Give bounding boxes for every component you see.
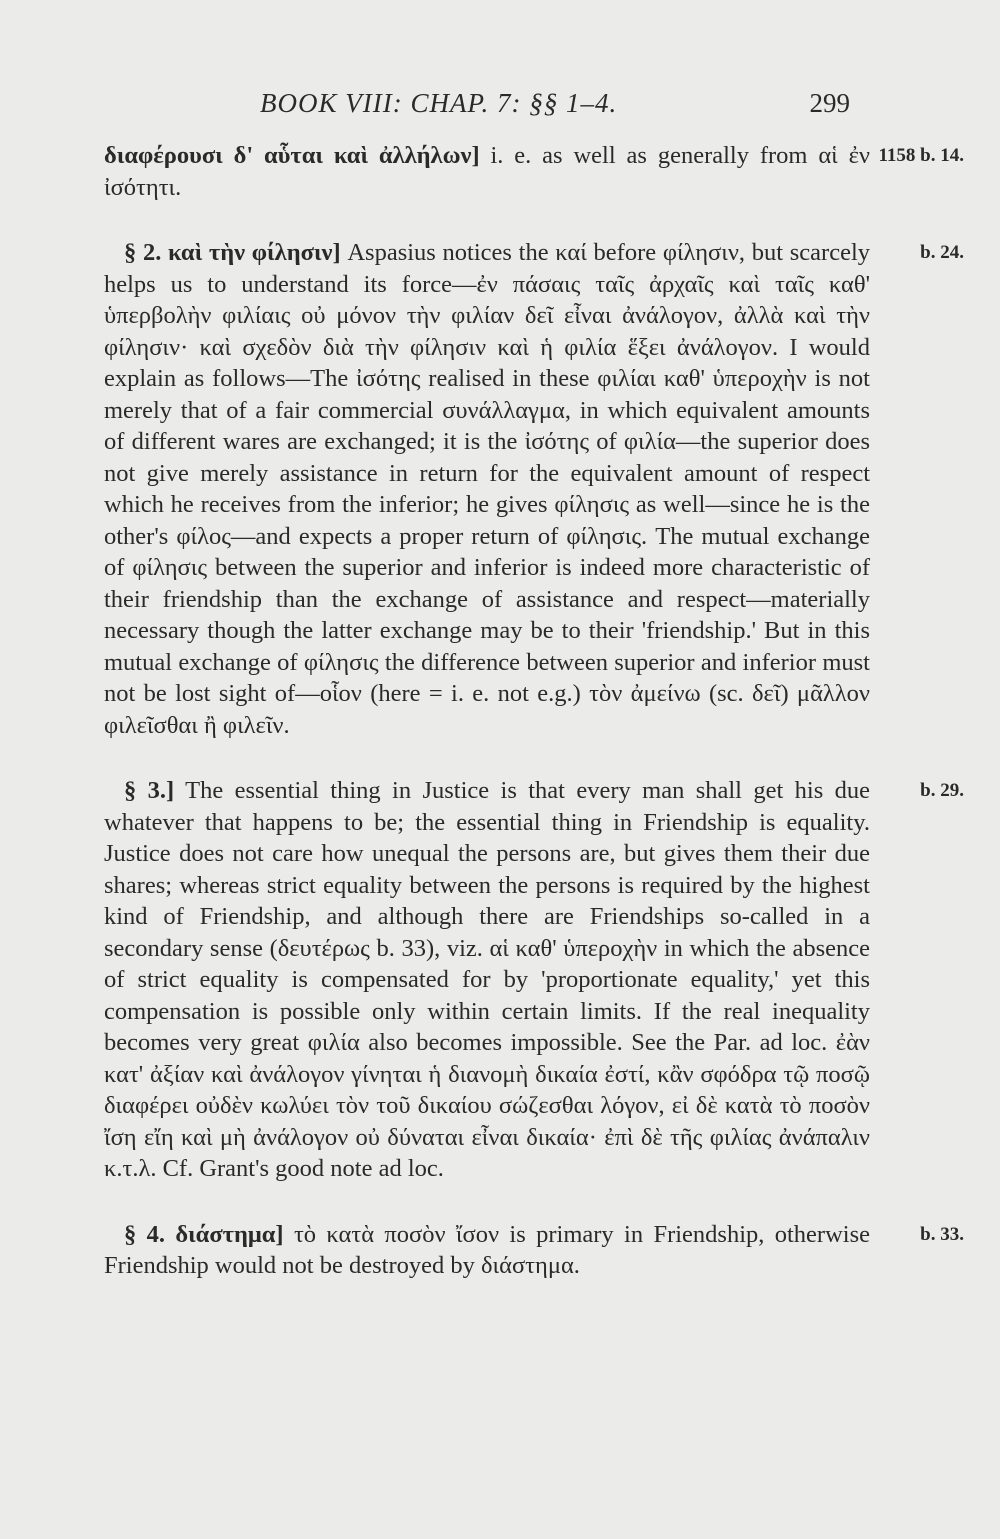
note-text: τὸ κατὰ ποσὸν ἴσον is primary in Friendship, otherwise Friendship would not be destroyed by διάστημα. (104, 1220, 870, 1279)
note-text: Aspasius notices the καί before φίλησιν, but scarcely helps us to understand its force—ἐν πάσαις ταῖς ἀρχαῖς καὶ ταῖς καθ' ὑπερβολὴν φιλίαις οὐ μόνον τὴν φιλίαν δεῖ εἶναι ἀνάλογον, ἀλλὰ καὶ τὴν φίλησιν· καὶ σχεδὸν διὰ τὴν φίλησιν καὶ ἡ φιλία ἕξει ἀνάλογον. I would explain as follows—The ἰσότης realised in these φιλίαι καθ' ὑπεροχὴν is not merely that of a fair commercial συνάλλαγμα, in which equivalent amounts of different wares are exchanged; it is the ἰσότης of φιλία—the superior does not give merely assistance in return for the equivalent amount of respect which he receives from the inferior; he gives φίλησις as well—since he is the other's φίλος—and expects a proper return of φίλησις. The mutual exchange of φίλησις between the superior and inferior is indeed more characteristic of their friendship than the exchange of assistance and respect—materially necessary though the latter exchange may be to their 'friendship.' But in this mutual exchange of φίλησις the difference between superior and inferior must not be lost sight of—οἷον (here = i. e. not e.g.) τὸν ἀμείνω (sc. δεῖ) μᾶλλον φιλεῖσθαι ἢ φιλεῖν. (104, 239, 871, 739)
note-block-1 (104, 140, 964, 203)
note-paragraph (104, 1219, 870, 1282)
line-reference: b. 33. (920, 1223, 964, 1245)
note-lemma: § 3.] (124, 777, 175, 804)
note-paragraph (104, 775, 870, 1185)
note-block-4 (104, 1219, 964, 1282)
note-block-3 (104, 775, 964, 1185)
running-title: BOOK VIII: CHAP. 7: §§ 1–4. (260, 88, 618, 118)
note-text: The essential thing in Justice is that every man shall get his due whatever that happens to be; the essential thing in Friendship is equality. Justice does not care how unequal the persons are, but gives them their due shares; whereas strict equality between the persons is required by the highest kind of Friendship, and although there are Friendships so-called in a secondary sense (δευτέρως b. 33), viz. αἱ καθ' ὑπεροχὴν in which the absence of strict equality is compensated for by 'proportionate equality,' yet this compensation is possible only within certain limits. If the real inequality becomes very great φιλία also becomes impossible. See the Par. ad loc. ἐὰν κατ' ἀξίαν καὶ ἀνάλογον γίνηται ἡ διανομὴ δικαία ἐστί, κἂν σφόδρα τῷ ποσῷ διαφέρει οὐδὲν κωλύει τὸν τοῦ δικαίου σώζεσθαι λόγον, εἰ δὲ κατὰ τὸ ποσὸν ἴση εἴη καὶ μὴ ἀνάλογον οὐ δύναται εἶναι δικαία· ἐπὶ δὲ τῆς φιλίας ἀνάπαλιν κ.τ.λ. Cf. Grant's good note ad loc. (104, 777, 870, 1182)
note-paragraph (104, 237, 870, 741)
note-lemma: § 4. διάστημα] (124, 1220, 284, 1248)
note-paragraph (104, 140, 870, 203)
commentary-body (104, 140, 964, 1316)
note-block-2 (104, 237, 964, 741)
line-reference: b. 24. (920, 242, 964, 263)
line-reference: b. 29. (920, 780, 964, 801)
note-text: i. e. as well as generally from αἱ ἐν ἰσότητι. (104, 142, 871, 201)
line-reference: 1158 b. 14. (878, 145, 964, 166)
note-lemma: § 2. καὶ τὴν φίλησιν] (124, 239, 341, 266)
note-lemma: διαφέρουσι δ' αὗται καὶ ἀλλήλων] (104, 142, 480, 169)
page-number: 299 (809, 88, 850, 118)
